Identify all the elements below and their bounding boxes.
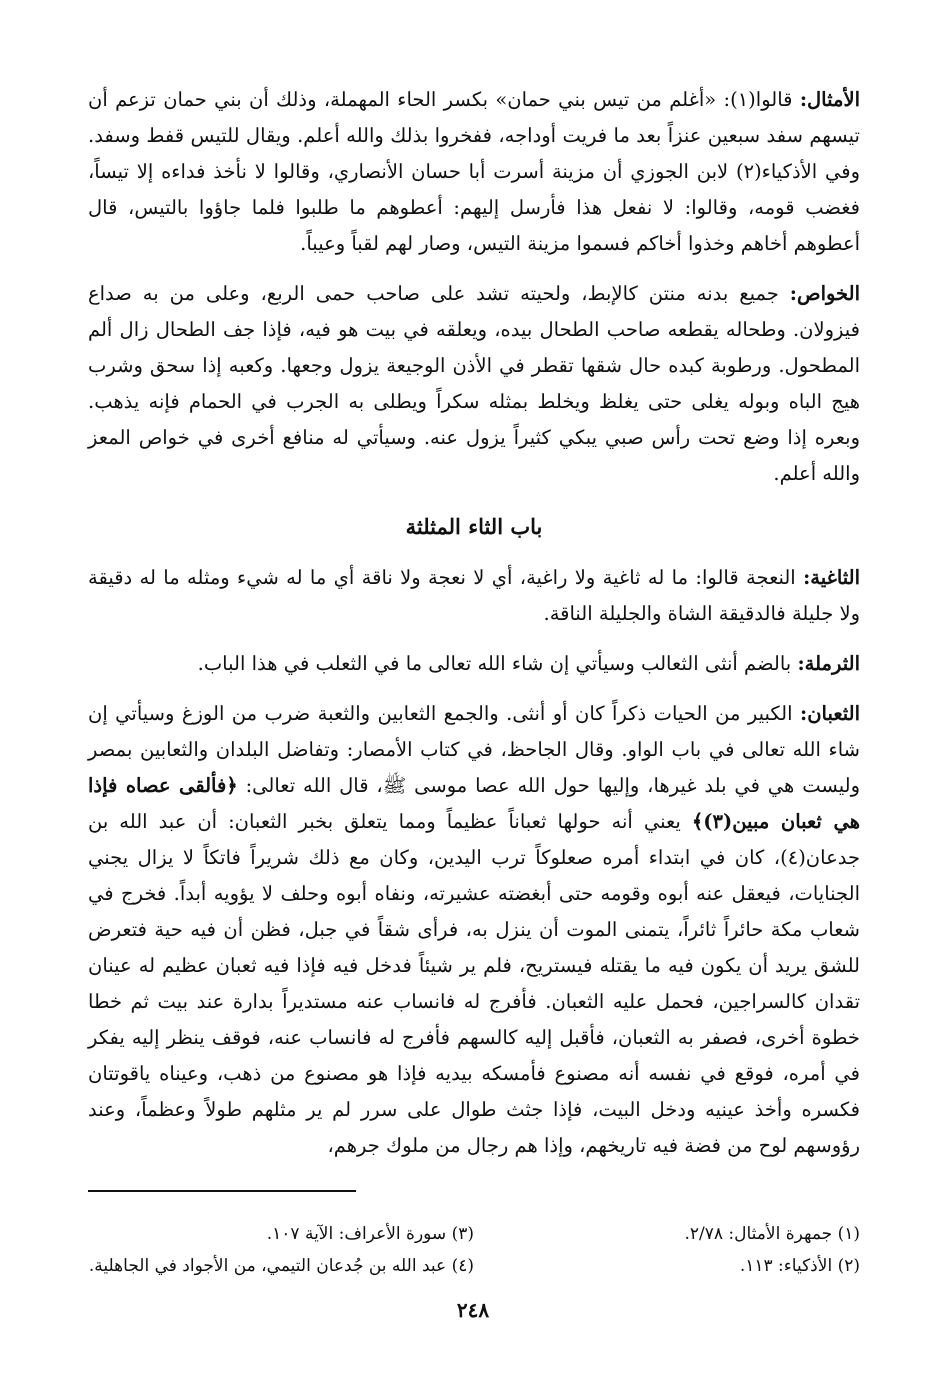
footnote: (٢) الأذكياء: ١١٣.	[739, 1256, 860, 1276]
quran-quote: ﴿فألقى عصاه فإذا هي ثعبان مبين(٣)﴾	[88, 774, 861, 833]
page-number: ٢٤٨	[456, 1298, 490, 1322]
entry-text: الكبير من الحيات ذكراً كان أو أنثى. والجمع الثعابين والثعبة ضرب من الوزغ وسيأتي إن شاء الله تعالى في باب الواو. وقال الجاحظ، في كتاب الأمصار: وتفاضل البلدان والثعابين بمصر وليست هي في بلد غيرها، وإليها حول الله عصا موسى ﷺ، قال الله تعالى:	[88, 702, 860, 797]
term-heading: الأمثال:	[799, 88, 860, 111]
entry-text: النعجة قالوا: ما له ثاغية ولا راغية، أي لا نعجة ولا ناقة أي ما له شيء ومثله ما له دقيقة ولا جليلة فالدقيقة الشاة والجليلة الناقة.	[88, 566, 860, 625]
entry-thurmula	[88, 646, 860, 682]
entry-thuban	[88, 696, 860, 1164]
entry-term: الثرملة:	[797, 652, 860, 675]
entry-thaghiya	[88, 560, 860, 632]
entry-term: الثاغية:	[803, 566, 860, 589]
footnotes	[88, 1218, 860, 1282]
entry-text: يعني أنه حولها ثعباناً عظيماً ومما يتعلق بخبر الثعبان: أن عبد الله بن جدعان(٤)، كان في ابتداء أمره صعلوكاً ترب اليدين، وكان مع ذلك شريراً فاتكاً لا يزال يجني الجنايات، فيعقل عنه أبوه وقومه حتى أبغضته عشيرته، ونفاه أبوه وحلف لا يؤويه أبداً. فخرج في شعاب مكة حائراً ثائراً، يتمنى الموت أن ينزل به، فرأى شقاً في جبل، فظن أن فيه حية فتعرض للشق يريد أن يكون فيه ما يقتله فيستريح، فلم ير شيئاً فدخل فيه فإذا فيه ثعبان عظيم له عينان تقدان كالسراجين، فحمل عليه الثعبان. فأفرج له فانساب عنه مستديراً بدارة عند بيت ثم خطا خطوة أخرى، فصفر به الثعبان، فأقبل إليه كالسهم فأفرج له فانساب عنه، فوقف ينظر إليه يفكر في أمره، فوقع في نفسه أنه مصنوع فأمسكه بيديه فإذا هو مصنوع من ذهب، وعيناه ياقوتتان فكسره وأخذ عينيه ودخل البيت، فإذا جثث طوال على سرر لم ير مثلهم طولاً وعظماً، وعند رؤوسهم لوح من فضة فيه تاريخهم، وإذا هم رجال من ملوك جرهم،	[88, 810, 860, 1157]
footnote-separator	[88, 1190, 356, 1192]
chapter-title: باب الثاء المثلثة	[405, 514, 543, 539]
footnote: (١) جمهرة الأمثال: ٢/٧٨.	[684, 1224, 860, 1244]
paragraph-text: جميع بدنه منتن كالإبط، ولحيته تشد على صاحب حمى الربع، وعلى من به صداع فيزولان. وطحاله يقطعه صاحب الطحال بيده، ويعلقه في بيت هو فيه، فإذا جف الطحال زال ألم المطحول. ورطوبة كبده حال شقها تقطر في الأذن الوجيعة يزول وجعها. وكعبه إذا سحق وشرب هيج الباه وبوله يغلى حتى يغلظ ويخلط بمثله سكراً ويطلى به الجرب في الحمام فإنه يذهب. وبعره إذا وضع تحت رأس صبي يبكي كثيراً يزول عنه. وسيأتي له منافع أخرى في خواص المعز والله أعلم.	[88, 282, 860, 485]
entry-term: الثعبان:	[800, 702, 860, 725]
term-heading: الخواص:	[789, 282, 861, 305]
paragraph-proverbs	[88, 82, 860, 262]
paragraph-properties	[88, 276, 860, 492]
footnote: (٤) عبد الله بن جُدعان التيمي، من الأجواد في الجاهلية.	[88, 1256, 474, 1276]
entry-text: بالضم أنثى الثعالب وسيأتي إن شاء الله تعالى ما في الثعلب في هذا الباب.	[197, 652, 792, 675]
paragraph-text: قالوا(١): «أغلم من تيس بني حمان» بكسر الحاء المهملة، وذلك أن بني حمان تزعم أن تيسهم سفد سبعين عنزاً بعد ما فريت أوداجه، ففخروا بذلك والله أعلم. ويقال للتيس قفط وسفد. وفي الأذكياء(٢) لابن الجوزي أن مزينة أسرت أبا حسان الأنصاري، وقالوا لا نأخذ فداءه إلا تيساً، فغضب قومه، وقالوا: لا نفعل هذا فأرسل إليهم: أعطوهم ما طلبوا فلما جاؤوا بالتيس، قال أعطوهم أخاهم وخذوا أخاكم فسموا مزينة التيس، وصار لهم لقباً وعيباً.	[88, 88, 860, 255]
footnote: (٣) سورة الأعراف: الآية ١٠٧.	[266, 1224, 474, 1244]
